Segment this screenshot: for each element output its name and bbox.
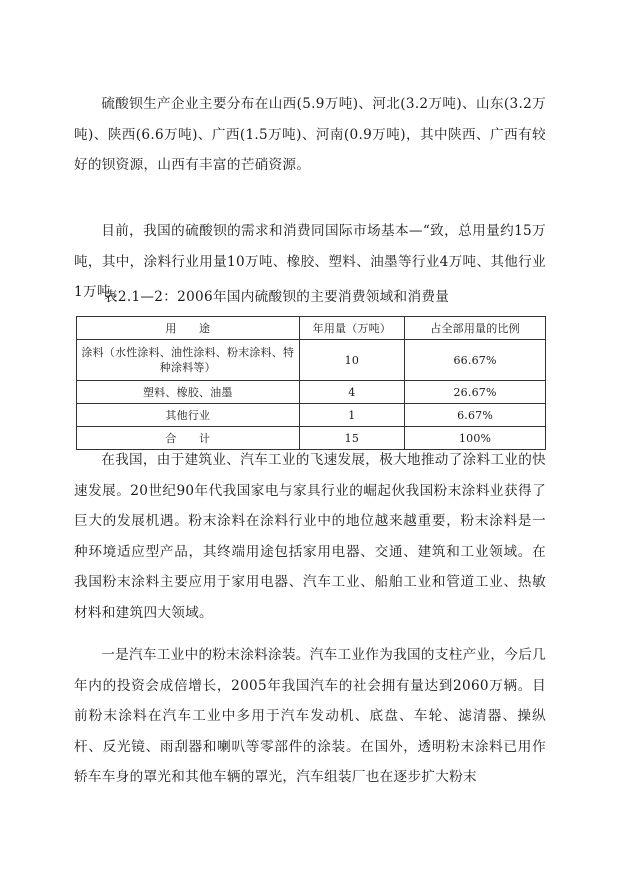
row-amount-cell: 10: [299, 340, 405, 381]
row-share-cell: 100%: [405, 427, 546, 450]
consumption-table: [76, 316, 546, 450]
header-share: 占全部用量的比例: [405, 317, 546, 340]
row-amount-cell: 15: [299, 427, 405, 450]
paragraph-powder-coating-development: 在我国，由于建筑业、汽车工业的飞速发展，极大地推动了涂料工业的快速发展。20世纪90年代我国家电与家具行业的崛起伙我国粉末涂料业获得了巨大的发展机遇。粉末涂料在涂料行业中的地位越来越重要，粉末涂料是一种环境适应型产品，其终端用途包括家用电器、交通、建筑和工业领域。在我国粉末涂料主要应用于家用电器、汽车工业、船舶工业和管道工业、热敏材料和建筑四大领域。: [74, 452, 546, 621]
row-usage-cell: 其他行业: [77, 404, 300, 427]
row-amount-cell: 1: [299, 404, 405, 427]
row-usage-cell: 合 计: [77, 427, 300, 450]
header-annual-amount: 年用量（万吨）: [299, 317, 405, 340]
paragraph-automotive-powder-coating: 一是汽车工业中的粉末涂料涂装。汽车工业作为我国的支柱产业，今后几年内的投资会成倍增长，2005年我国汽车的社会拥有量达到2060万辆。目前粉末涂料在汽车工业中多用于汽车发动机、底盘、车轮、滤清器、操纵杆、反光镜、雨刮器和喇叭等零部件的涂装。在国外，透明粉末涂料已用作轿车车身的罩光和其他车辆的罩光，汽车组装厂也在逐步扩大粉末: [74, 647, 546, 785]
row-share-cell: 6.67%: [405, 404, 546, 427]
row-usage-cell: 涂料（水性涂料、油性涂料、粉末涂料、特种涂料等）: [77, 340, 300, 381]
paragraph-consumption-overview: 目前，我国的硫酸钡的需求和消费同国际市场基本—“致，总用量约15万吨，其中，涂料行业用量10万吨、橡胶、塑料、油墨等行业4万吨、其他行业1万吨。: [74, 223, 546, 300]
table-row: [77, 340, 546, 381]
table-row: [77, 404, 546, 427]
row-amount-cell: 4: [299, 381, 405, 404]
table-row: [77, 381, 546, 404]
row-usage-cell: 塑料、橡胶、油墨: [77, 381, 300, 404]
header-usage: 用 途: [77, 317, 300, 340]
row-share-cell: 26.67%: [405, 381, 546, 404]
row-share-cell: 66.67%: [405, 340, 546, 381]
table-caption: 表2.1—2：2006年国内硫酸钡的主要消费领域和消费量: [104, 289, 450, 305]
paragraph-barium-production-regions: 硫酸钡生产企业主要分布在山西(5.9万吨)、河北(3.2万吨)、山东(3.2万吨)、陕西(6.6万吨)、广西(1.5万吨)、河南(0.9万吨)，其中陕西、广西有较好的钡资源，山西有丰富的芒硝资源。: [74, 96, 546, 173]
table-header-row: [77, 317, 546, 340]
